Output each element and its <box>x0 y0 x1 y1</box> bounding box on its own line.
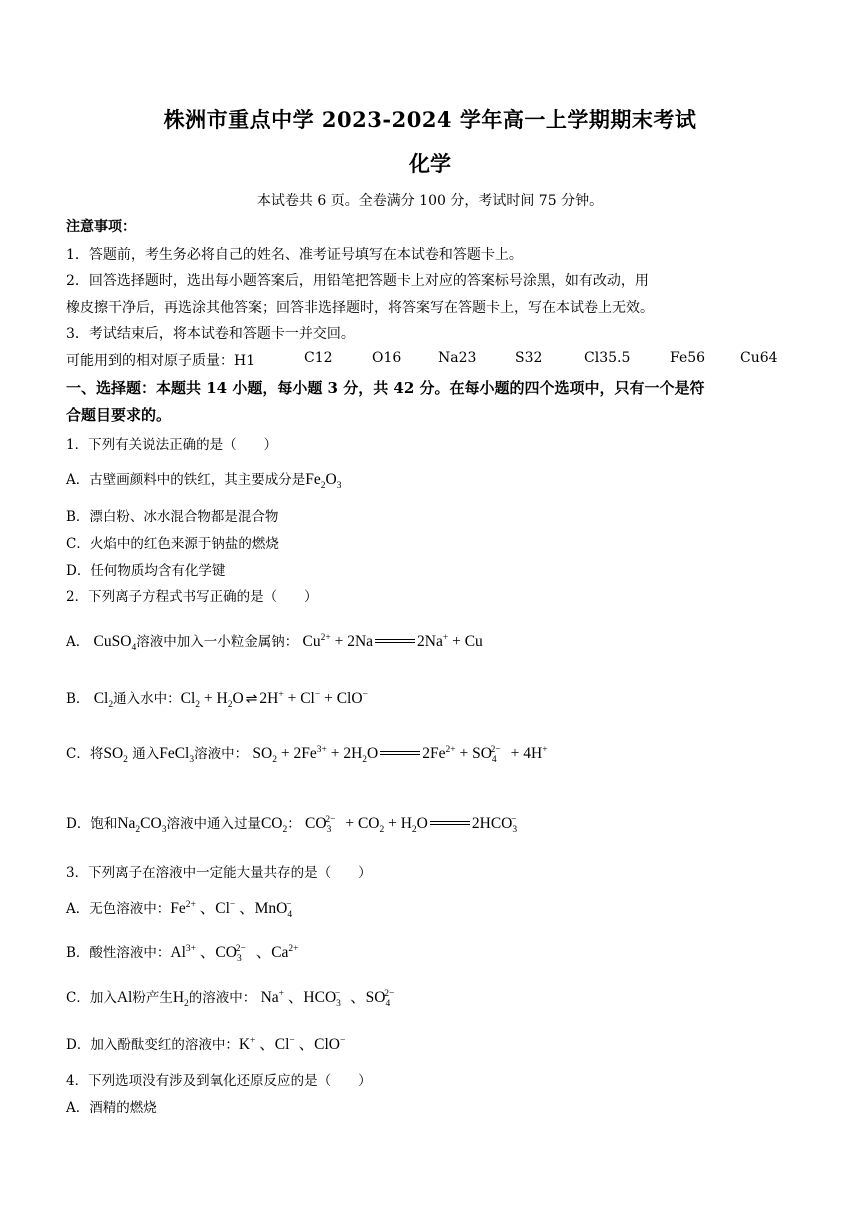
equation-b: $Cl_2 + H_2O$ ⇌ 2H+ + Cl− + ClO− <box>180 689 368 711</box>
option-text: 溶液中加入一小粒金属钠： <box>136 634 299 650</box>
atomic-mass: Na23 <box>438 350 477 366</box>
formula-so2: $SO_2$ <box>103 745 128 766</box>
formula-cl2: $Cl_2$ <box>93 690 114 711</box>
formula-fe2o3: $Fe_2O_3$ <box>305 471 342 492</box>
section-1-heading-cont: 合题目要求的。 <box>66 406 172 424</box>
option-text: A．古壁画颜料中的铁红，其主要成分是 <box>66 472 306 488</box>
question-4-option-a: A．酒精的燃烧 <box>66 1100 157 1116</box>
option-text: 的溶液中： <box>188 990 257 1006</box>
option-label: D．饱和 <box>66 816 118 832</box>
atomic-mass: Fe56 <box>670 350 706 366</box>
notice-item-2-cont: 橡皮擦干净后，再选涂其他答案；回答非选择题时，将答案写在答题卡上，写在本试卷上无效。 <box>66 300 654 316</box>
formula-co2: $CO_2$ <box>260 815 288 836</box>
option-text: 通入 <box>132 746 160 762</box>
atomic-mass: S32 <box>515 350 543 366</box>
question-2-option-c <box>66 742 548 766</box>
atomic-mass: C12 <box>304 350 333 366</box>
exam-info: 本试卷共 6 页。全卷满分 100 分，考试时间 75 分钟。 <box>256 193 604 209</box>
formula-h2: $H_2$ <box>172 989 189 1010</box>
question-1-option-b: B．漂白粉、冰水混合物都是混合物 <box>66 509 279 525</box>
section-1-heading: 一、选择题：本题共 14 小题，每小题 3 分，共 42 分。在每小题的四个选项中，只有一个是符 <box>66 379 705 397</box>
question-3-option-d <box>66 1032 345 1054</box>
option-label: B． <box>66 691 90 707</box>
question-3-option-a <box>66 896 297 921</box>
option-text: C．加入 <box>66 990 117 1006</box>
equation-d: $CO_3^{2-} + CO_2 + H_2O$ $2HCO_3^-$ <box>305 814 518 836</box>
option-label: A． <box>66 634 90 650</box>
question-1-stem: 1．下列有关说法正确的是（ ） <box>66 437 278 453</box>
option-text: 通入水中： <box>113 691 181 707</box>
option-label: C．将 <box>66 746 104 762</box>
notice-item-1: 1．答题前，考生务必将自己的姓名、准考证号填写在本试卷和答题卡上。 <box>66 247 523 263</box>
question-3-stem: 3．下列离子在溶液中一定能大量共存的是（ ） <box>66 865 372 881</box>
question-3-option-c <box>66 985 400 1010</box>
notice-item-3: 3．考试结束后，将本试卷和答题卡一并交回。 <box>66 326 355 342</box>
subject-title: 化学 <box>409 151 451 176</box>
question-2-option-a <box>66 630 483 654</box>
atomic-mass: O16 <box>372 350 402 366</box>
formula-al: Al <box>116 989 133 1006</box>
option-text: B．酸性溶液中： <box>66 945 171 961</box>
question-2-option-b <box>66 687 368 711</box>
exam-title: 株洲市重点中学 2023-2024 学年高一上学期期末考试 <box>163 107 697 132</box>
option-text: 溶液中通入过量 <box>166 816 261 832</box>
option-text: 粉产生 <box>132 990 173 1006</box>
ions-a: $Fe^{2+}$ 、Cl− 、MnO$_4$− <box>170 899 293 921</box>
question-3-option-b <box>66 940 299 965</box>
option-text: D．加入酚酞变红的溶液中： <box>66 1037 239 1053</box>
question-4-stem: 4．下列选项没有涉及到氧化还原反应的是（ ） <box>66 1073 372 1089</box>
ions-c: Na+ 、$HCO_3^-$ 、$SO_4^{2-}$ <box>260 988 395 1010</box>
question-1-option-c: C．火焰中的红色来源于钠盐的燃烧 <box>66 536 279 552</box>
option-text: ： <box>287 816 301 832</box>
atomic-mass: Cl35.5 <box>584 350 631 366</box>
question-1-option-a <box>66 468 342 492</box>
ions-d: K+ 、Cl− 、ClO− <box>238 1035 346 1053</box>
option-text: A．无色溶液中： <box>66 901 171 917</box>
ions-b: $Al^{3+}$ 、$CO_3^{2-}$ 、$Ca^{2+}$ <box>170 943 299 965</box>
option-text: 溶液中： <box>194 746 249 762</box>
atomic-mass: Cu64 <box>740 350 778 366</box>
equation-a: $Cu^{2+} + 2Na$ 2Na+ + Cu <box>302 632 483 650</box>
atomic-masses-label: 可能用到的相对原子质量：H1 <box>66 353 256 369</box>
formula-cuso4: CuSO$_4$ <box>93 633 137 654</box>
atomic-masses <box>66 350 794 370</box>
notice-item-2: 2．回答选择题时，选出每小题答案后，用铅笔把答题卡上对应的答案标号涂黑，如有改动，用 <box>66 273 649 289</box>
formula-fecl3: FeCl$_3$ <box>159 745 195 766</box>
equation-c: $SO_2 + 2Fe^{3+} + 2H_2O$ $2Fe^{2+} + SO_4^{2-} + 4H^+$ <box>252 744 548 766</box>
question-1-option-d: D．任何物质均含有化学键 <box>66 563 226 579</box>
question-2-option-d <box>66 812 522 836</box>
formula-na2co3: $Na_2CO_3$ <box>117 815 167 836</box>
question-2-stem: 2．下列离子方程式书写正确的是（ ） <box>66 589 318 605</box>
notice-heading: 注意事项： <box>66 219 136 235</box>
